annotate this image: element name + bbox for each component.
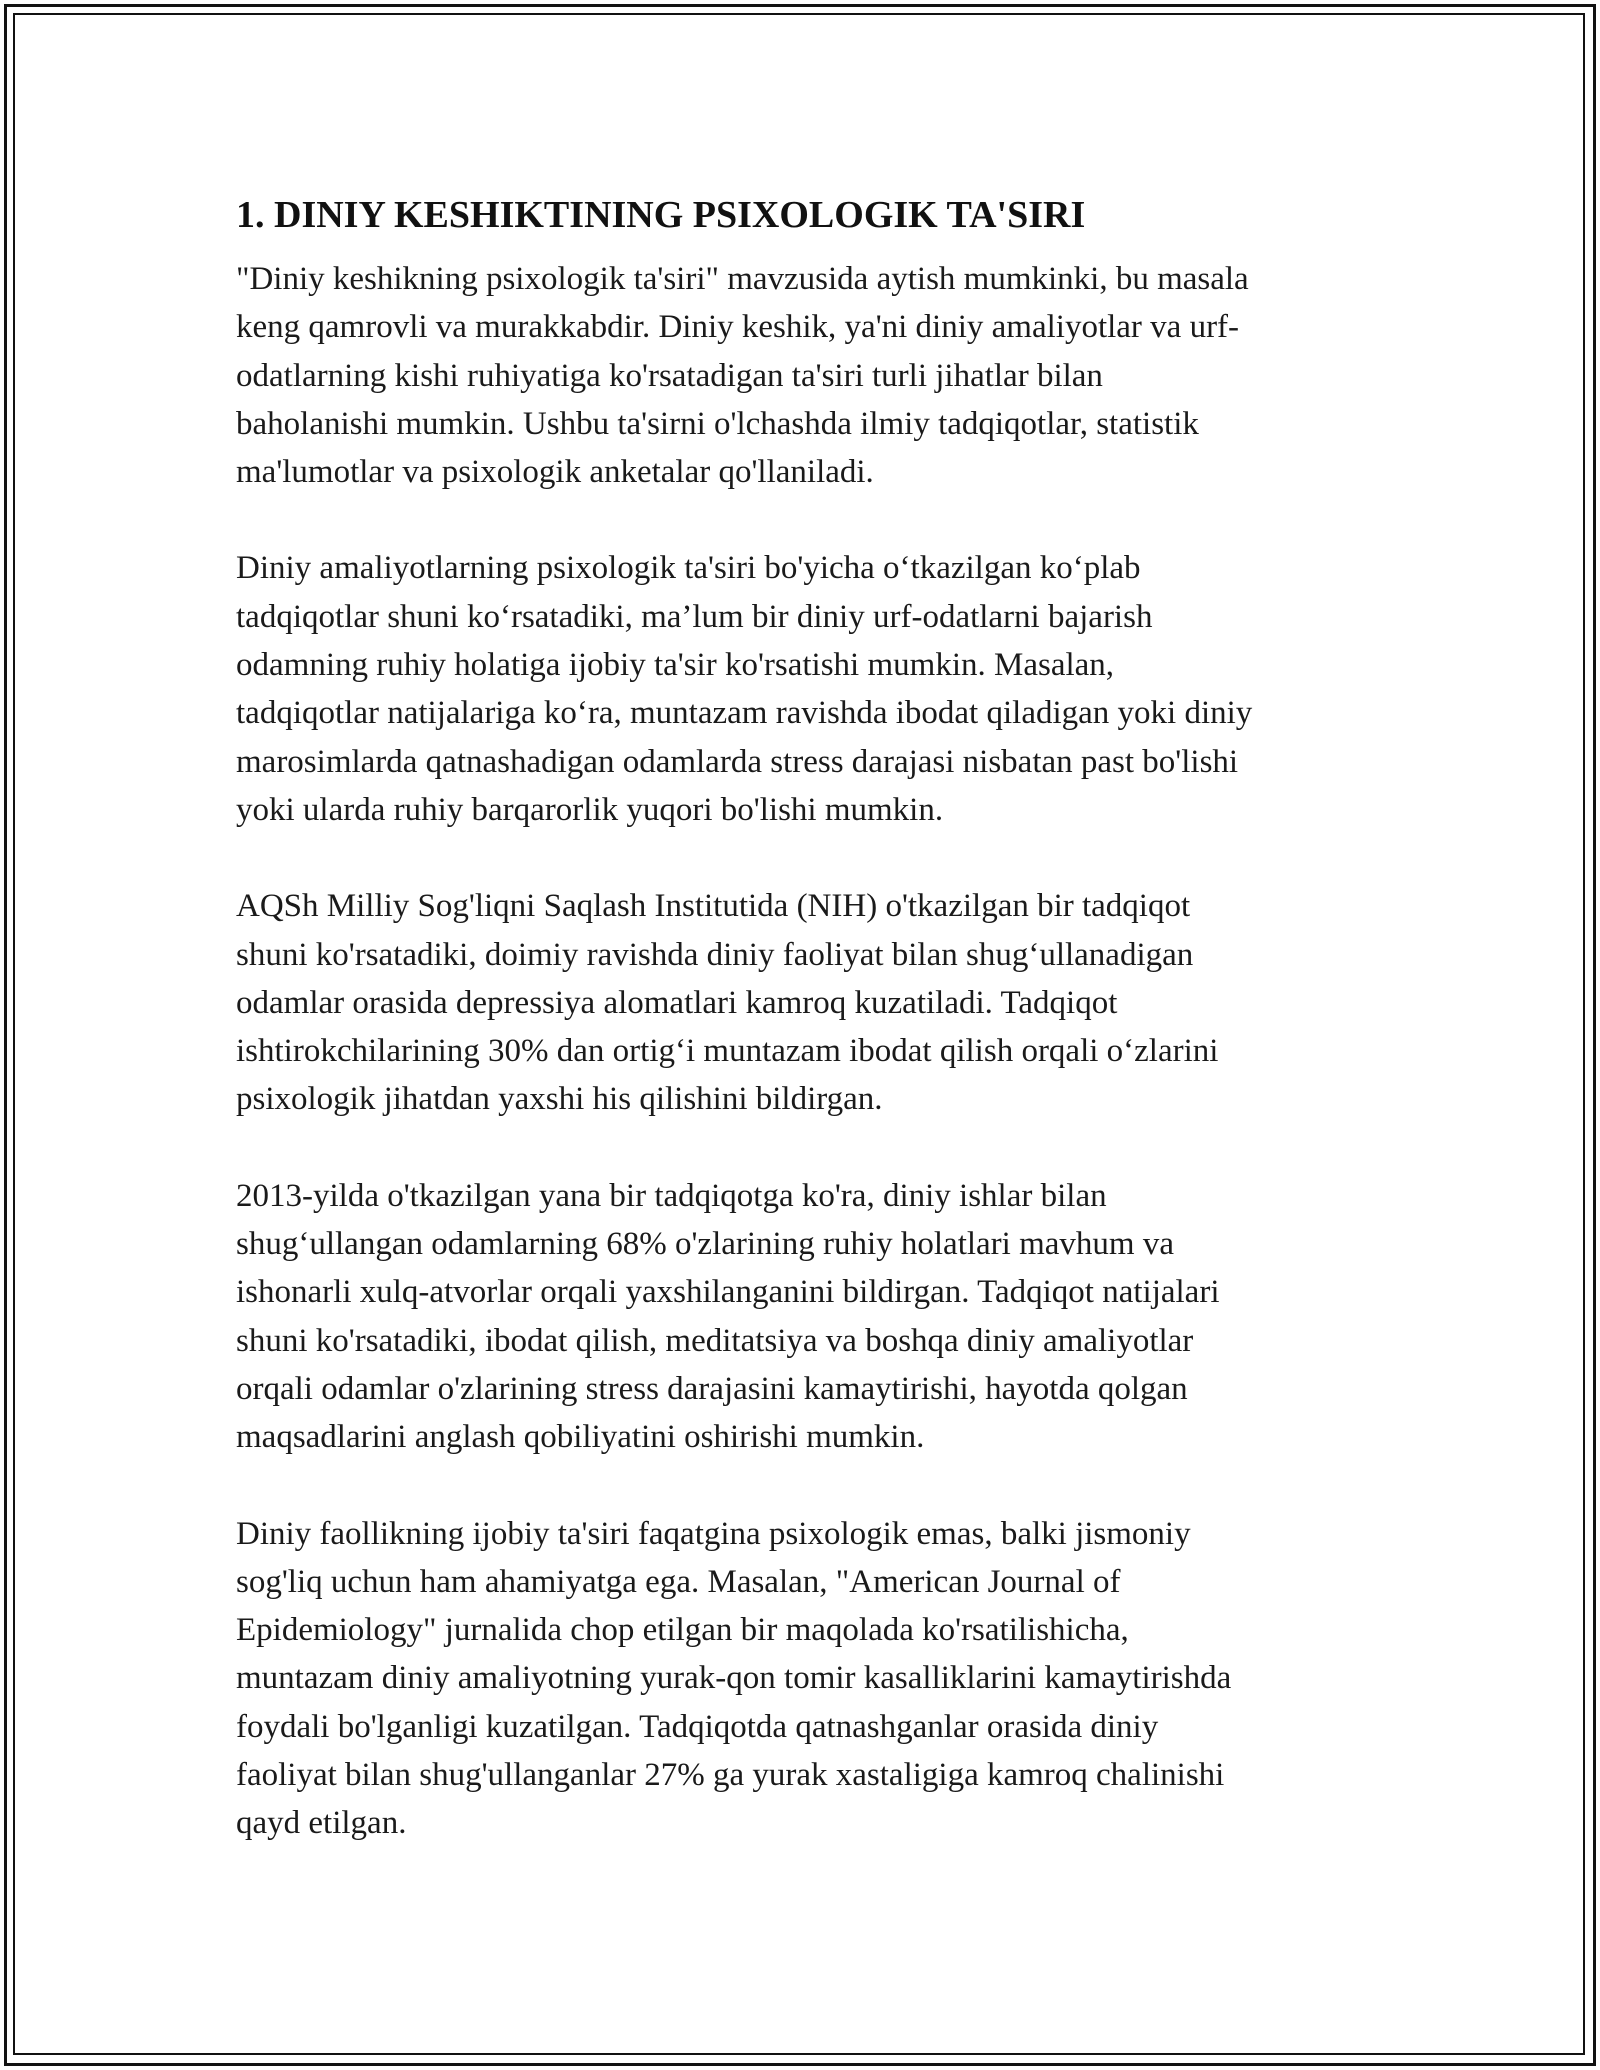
section-heading: 1. DINIY KESHIKTINING PSIXOLOGIK TA'SIRI bbox=[236, 194, 1086, 236]
paragraph-line: ishonarli xulq-atvorlar orqali yaxshilanganini bildirgan. Tadqiqot natijalari bbox=[236, 1274, 1220, 1311]
paragraph-line: yoki ularda ruhiy barqarorlik yuqori bo'lishi mumkin. bbox=[236, 791, 944, 828]
paragraph-line: odatlarning kishi ruhiyatiga ko'rsatadigan ta'siri turli jihatlar bilan bbox=[236, 357, 1103, 394]
paragraph-line: qayd etilgan. bbox=[236, 1805, 407, 1842]
paragraph-2013-study bbox=[236, 1172, 1376, 1462]
paragraph-line: tadqiqotlar natijalariga ko‘ra, muntazam ravishda ibodat qiladigan yoki diniy bbox=[236, 695, 1253, 732]
paragraph-nih-study bbox=[236, 882, 1376, 1123]
paragraph-line: shug‘ullangan odamlarning 68% o'zlarining ruhiy holatlari mavhum va bbox=[236, 1226, 1174, 1263]
paragraph-physical-health bbox=[236, 1510, 1376, 1848]
paragraph-line: AQSh Milliy Sog'liqni Saqlash Institutida (NIH) o'tkazilgan bir tadqiqot bbox=[236, 888, 1191, 925]
paragraph-line: ma'lumotlar va psixologik anketalar qo'llaniladi. bbox=[236, 454, 874, 491]
paragraph-line: foydali bo'lganligi kuzatilgan. Tadqiqotda qatnashganlar orasida diniy bbox=[236, 1708, 1159, 1745]
paragraph-line: maqsadlarini anglash qobiliyatini oshirishi mumkin. bbox=[236, 1419, 925, 1456]
paragraph-line: psixologik jihatdan yaxshi his qilishini bildirgan. bbox=[236, 1081, 883, 1118]
paragraph-line: Diniy faollikning ijobiy ta'siri faqatgina psixologik emas, balki jismoniy bbox=[236, 1515, 1191, 1552]
paragraph-line: orqali odamlar o'zlarining stress darajasini kamaytirishi, hayotda qolgan bbox=[236, 1370, 1188, 1407]
paragraph-intro bbox=[236, 255, 1376, 496]
paragraph-line: Diniy amaliyotlarning psixologik ta'siri bo'yicha o‘tkazilgan ko‘plab bbox=[236, 550, 1141, 587]
paragraph-line: keng qamrovli va murakkabdir. Diniy keshik, ya'ni diniy amaliyotlar va urf- bbox=[236, 309, 1240, 346]
paragraph-line: odamning ruhiy holatiga ijobiy ta'sir ko'rsatishi mumkin. Masalan, bbox=[236, 647, 1115, 684]
paragraph-line: shuni ko'rsatadiki, doimiy ravishda diniy faoliyat bilan shug‘ullanadigan bbox=[236, 936, 1194, 973]
paragraph-line: 2013-yilda o'tkazilgan yana bir tadqiqotga ko'ra, diniy ishlar bilan bbox=[236, 1177, 1107, 1214]
paragraph-line: baholanishi mumkin. Ushbu ta'sirni o'lchashda ilmiy tadqiqotlar, statistik bbox=[236, 405, 1199, 442]
paragraph-line: faoliyat bilan shug'ullanganlar 27% ga yurak xastaligiga kamroq chalinishi bbox=[236, 1757, 1225, 1794]
document-body bbox=[236, 186, 1376, 1848]
paragraph-line: tadqiqotlar shuni ko‘rsatadiki, ma’lum bir diniy urf-odatlarni bajarish bbox=[236, 598, 1153, 635]
paragraph-line: Epidemiology" jurnalida chop etilgan bir maqolada ko'rsatilishicha, bbox=[236, 1612, 1129, 1649]
paragraph-line: muntazam diniy amaliyotning yurak-qon tomir kasalliklarini kamaytirishda bbox=[236, 1660, 1232, 1697]
paragraph-practices bbox=[236, 544, 1376, 834]
paragraph-line: shuni ko'rsatadiki, ibodat qilish, meditatsiya va boshqa diniy amaliyotlar bbox=[236, 1322, 1194, 1359]
paragraph-line: "Diniy keshikning psixologik ta'siri" mavzusida aytish mumkinki, bu masala bbox=[236, 261, 1249, 297]
paragraph-line: odamlar orasida depressiya alomatlari kamroq kuzatiladi. Tadqiqot bbox=[236, 984, 1118, 1021]
paragraph-line: ishtirokchilarining 30% dan ortig‘i muntazam ibodat qilish orqali o‘zlarini bbox=[236, 1033, 1219, 1070]
paragraph-line: marosimlarda qatnashadigan odamlarda stress darajasi nisbatan past bo'lishi bbox=[236, 743, 1239, 780]
paragraph-line: sog'liq uchun ham ahamiyatga ega. Masalan, "American Journal of bbox=[236, 1563, 1121, 1600]
